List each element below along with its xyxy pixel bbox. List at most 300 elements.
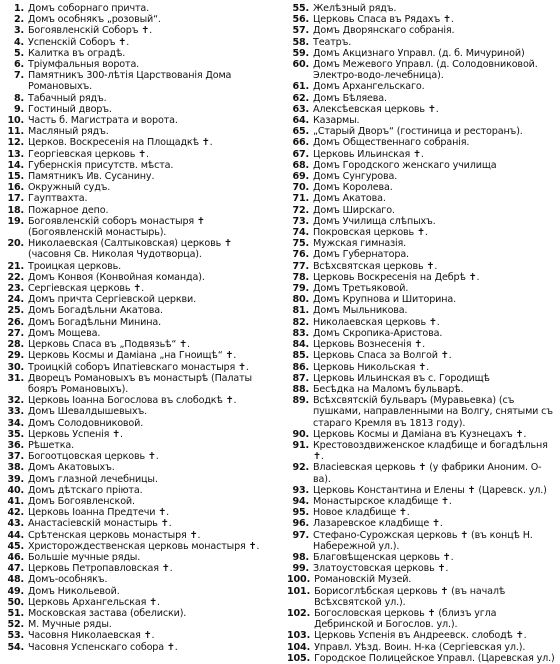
legend-entry <box>287 137 555 148</box>
legend-entry <box>287 395 555 429</box>
legend-entry-number: 89. <box>292 395 309 407</box>
legend-entry-text: Церковь Іоанна Богослова въ слободкѣ ✝. <box>28 395 237 407</box>
legend-entry-text: Церковь Вознесенія ✝. <box>313 339 426 351</box>
legend-entry <box>2 160 274 171</box>
legend-entry-number: 67. <box>292 148 309 160</box>
legend-entry-number: 41. <box>7 495 24 507</box>
legend-entry-text: Церковь Іоанна Предтечи ✝. <box>28 507 169 519</box>
legend-entry-number: 80. <box>292 294 309 306</box>
legend-entry-text: Троицкая церковь. <box>28 260 122 272</box>
legend-entry-text: Богословская церковь ✝ (близъ угла Дебринской и Богослов. ул.). <box>314 607 497 631</box>
legend-entry-number: 51. <box>7 607 24 619</box>
legend-entry <box>2 597 274 608</box>
legend-entry-number: 100. <box>287 574 311 586</box>
legend-entry-number: 38. <box>7 462 24 474</box>
legend-entry-text: Церковь Воскресенія на Дебрѣ ✝. <box>313 271 480 283</box>
legend-entry-text: Домъ Дворянскаго собранія. <box>313 25 455 37</box>
legend-entry-text: Домъ Акцизнаго Управл. (д. б. Мичуриной) <box>313 47 525 59</box>
legend-entry-text: Власіевская церковь ✝ (у фабрики Аноним. О-ва). <box>313 462 542 485</box>
legend-entry-text: Рѣшетка. <box>28 439 75 451</box>
legend-entry <box>287 238 555 249</box>
legend-entry <box>2 48 274 59</box>
legend-entry-text: Церковь Ильинская ✝. <box>313 148 424 160</box>
legend-entry-number: 105. <box>287 652 311 664</box>
legend-entry-number: 53. <box>7 630 24 642</box>
legend-entry-text: Домъ Королева. <box>313 182 393 194</box>
legend-entry-number: 54. <box>7 641 24 653</box>
legend-entry-text: Романовскій Музей. <box>314 574 412 586</box>
legend-entry-text: Губернскія присутств. мѣста. <box>28 159 174 171</box>
legend-entry-number: 6. <box>13 59 24 71</box>
legend-entry-number: 84. <box>292 339 309 351</box>
legend-entry <box>287 48 555 59</box>
legend-entry-text: Окружный судъ. <box>28 182 111 194</box>
legend-entry <box>287 171 555 182</box>
legend-entry-number: 58. <box>292 36 309 48</box>
legend-entry-text: Часть б. Магистрата и ворота. <box>28 115 178 127</box>
legend-entry-number: 78. <box>292 271 309 283</box>
legend-entry <box>2 317 274 328</box>
legend-entry-text: Мужская гимназія. <box>313 238 407 250</box>
legend-entry-number: 48. <box>7 574 24 586</box>
legend-entry <box>2 115 274 126</box>
legend-entry <box>287 362 555 373</box>
legend-entry <box>2 70 274 92</box>
legend-entry-number: 77. <box>292 260 309 272</box>
legend-entry-number: 66. <box>292 137 309 149</box>
legend-entry-number: 42. <box>7 507 24 519</box>
legend-entry-number: 64. <box>292 115 309 127</box>
legend-entry-text: Крестовоздвиженское кладбище и богадѣльня ✝. <box>313 439 548 463</box>
legend-entry-number: 5. <box>13 47 24 59</box>
legend-entry-text: Борисоглѣбская церковь ✝ (въ началѣ Всѣхсвятской ул.). <box>314 585 506 608</box>
legend-entry-number: 101. <box>287 585 311 597</box>
legend-right-column <box>287 3 555 664</box>
legend-entry <box>2 552 274 563</box>
legend-entry-number: 24. <box>7 294 24 306</box>
legend-entry-text: Благовѣщенская церковь ✝. <box>313 551 454 563</box>
legend-entry-text: Домъ Межевого Управл. (д. Солодовниковой. Электро-водо-лечебница). <box>313 59 538 82</box>
legend-entry-text: Церковь Спаса въ Рядахъ ✝. <box>313 14 454 26</box>
legend-entry-number: 9. <box>13 103 24 115</box>
legend-entry-number: 17. <box>7 193 24 205</box>
legend-entry <box>2 14 274 25</box>
legend-entry-number: 28. <box>7 339 24 351</box>
legend-entry <box>287 305 555 316</box>
legend-entry-number: 21. <box>7 260 24 272</box>
legend-entry <box>2 462 274 473</box>
legend-entry-number: 93. <box>292 484 309 496</box>
legend-entry-text: Церковь Успенія въ Андреевск. слободѣ ✝. <box>314 630 527 642</box>
legend-entry-number: 104. <box>287 641 311 653</box>
legend-entry <box>287 608 555 630</box>
legend-entry-number: 63. <box>292 103 309 115</box>
legend-entry-text: Домъ Ширскаго. <box>313 204 395 216</box>
legend-entry <box>287 530 555 552</box>
legend-entry <box>287 642 555 653</box>
legend-entry-text: Церковь Космы и Даміана въ Кузнецахъ ✝. <box>313 428 527 440</box>
legend-entry-text: Домъ Акатовыхъ. <box>28 462 115 474</box>
legend-entry-text: Златоустовская церковь ✝. <box>313 563 449 575</box>
legend-entry-number: 10. <box>7 115 24 127</box>
legend-entry-text: Домъ Шевалдышевыхъ. <box>28 406 148 418</box>
legend-entry-number: 49. <box>7 585 24 597</box>
legend-entry-text: Казармы. <box>313 115 360 127</box>
legend-entry-text: Успенскій Соборъ ✝. <box>28 36 130 48</box>
legend-entry-text: Николаевская (Салтыковская) церковь ✝ (часовня Св. Николая Чудотворца). <box>28 238 232 261</box>
legend-entry-text: Театръ. <box>313 36 352 48</box>
legend-entry <box>2 518 274 529</box>
legend-entry-number: 29. <box>7 350 24 362</box>
legend-entry-number: 83. <box>292 327 309 339</box>
legend-entry-number: 82. <box>292 316 309 328</box>
legend-entry-text: Домъ Третьяковой. <box>313 283 409 295</box>
legend-entry-text: Табачный рядъ. <box>28 92 107 104</box>
legend-entry-text: Московская застава (обелиски). <box>28 607 187 619</box>
legend-entry <box>287 518 555 529</box>
legend-entry-text: Стефано-Сурожская церковь ✝ (въ концѣ Н. Набережной ул.). <box>313 529 533 552</box>
legend-entry <box>287 93 555 104</box>
legend-entry <box>287 25 555 36</box>
legend-entry-number: 94. <box>292 495 309 507</box>
legend-entry-number: 73. <box>292 215 309 227</box>
legend-entry-number: 52. <box>7 619 24 631</box>
legend-entry <box>2 25 274 36</box>
legend-entry-text: Троицкій соборъ Ипатіевскаго монастыря ✝. <box>28 361 249 373</box>
legend-entry-text: Георгіевская церковь ✝. <box>28 148 149 160</box>
legend-entry-text: Домъ Сунгурова. <box>313 171 398 183</box>
legend-entry-number: 26. <box>7 316 24 328</box>
legend-entry-number: 31. <box>7 372 24 384</box>
legend-entry-text: Домъ Скропика-Аристова. <box>313 327 443 339</box>
legend-entry-text: Церковь Ильинская въ с. Городищѣ <box>313 372 490 384</box>
legend-entry <box>287 462 555 484</box>
legend-entry-text: Домъ-особнякъ. <box>28 574 108 586</box>
legend-entry <box>2 440 274 451</box>
legend-entry-text: Домъ Мыльникова. <box>313 305 408 317</box>
legend-entry <box>287 14 555 25</box>
legend-entry-number: 102. <box>287 607 311 619</box>
legend-entry-number: 8. <box>13 92 24 104</box>
legend-entry <box>287 149 555 160</box>
legend-entry-text: Лазаревское кладбище ✝. <box>313 518 443 530</box>
legend-entry-text: Церковь Успенія ✝. <box>28 428 123 440</box>
legend-entry-number: 86. <box>292 361 309 373</box>
legend-entry-number: 16. <box>7 182 24 194</box>
legend-entry-text: Богоотцовская церковь ✝. <box>28 451 159 463</box>
legend-entry-number: 19. <box>7 215 24 227</box>
legend-entry <box>2 182 274 193</box>
legend-entry <box>2 541 274 552</box>
legend-entry <box>287 653 555 664</box>
legend-entry <box>2 630 274 641</box>
legend-entry <box>287 485 555 496</box>
legend-entry <box>287 205 555 216</box>
legend-entry-text: Церковь Спаса въ „Подвязьѣ“ ✝. <box>28 339 190 351</box>
legend-entry <box>287 294 555 305</box>
legend-entry-number: 4. <box>13 36 24 48</box>
legend-entry-text: Домъ особнякъ „розовый“. <box>28 14 161 26</box>
legend-entry <box>2 642 274 653</box>
legend-entry-text: Церковь Никольская ✝. <box>313 361 430 373</box>
legend-entry <box>2 283 274 294</box>
legend-entry-text: Алексѣевская церковь ✝. <box>313 103 439 115</box>
legend-entry <box>2 3 274 14</box>
legend-entry <box>287 227 555 238</box>
legend-entry <box>2 619 274 630</box>
legend-entry-text: Домъ Архангельскаго. <box>313 81 425 93</box>
legend-entry-text: Монастырское кладбище ✝. <box>313 495 452 507</box>
legend-entry <box>2 373 274 395</box>
legend-entry <box>287 216 555 227</box>
legend-entry-number: 61. <box>292 81 309 93</box>
legend-entry <box>2 294 274 305</box>
legend-entry <box>287 586 555 608</box>
legend-entry <box>287 104 555 115</box>
legend-entry-text: Христорождественская церковь монастыря ✝. <box>28 540 260 552</box>
legend-entry <box>287 630 555 641</box>
legend-entry-text: Покровская церковь ✝. <box>313 227 428 239</box>
legend-entry-number: 3. <box>13 25 24 37</box>
legend-entry <box>2 350 274 361</box>
legend-entry <box>287 249 555 260</box>
legend-entry <box>287 59 555 81</box>
legend-entry <box>2 451 274 462</box>
legend-entry-text: Гауптвахта. <box>28 193 88 205</box>
legend-entry <box>287 37 555 48</box>
legend-entry-text: Всѣхсвятскій бульваръ (Муравьевка) (съ пушками, направленными на Волгу, снятыми съ стараго Кремля въ 1813 году). <box>313 395 553 429</box>
legend-entry-text: Домъ Городского женскаго училища <box>313 159 497 171</box>
legend-entry <box>2 59 274 70</box>
legend-entry-text: Домъ Богоявленской. <box>28 495 135 507</box>
legend-entry-number: 74. <box>292 227 309 239</box>
legend-entry <box>287 339 555 350</box>
legend-entry <box>287 507 555 518</box>
legend-entry-number: 88. <box>292 383 309 395</box>
legend-entry <box>287 81 555 92</box>
legend-entry <box>287 272 555 283</box>
legend-entry-number: 33. <box>7 406 24 418</box>
legend-entry-text: Памятникъ Ив. Сусанину. <box>28 171 155 183</box>
legend-entry <box>287 115 555 126</box>
legend-entry-number: 2. <box>13 14 24 26</box>
legend-entry-number: 81. <box>292 305 309 317</box>
legend-entry-text: Пожарное депо. <box>28 204 109 216</box>
legend-entry-number: 27. <box>7 327 24 339</box>
legend-entry-text: Городское Полицейское Управл. (Царевская ул.) <box>314 652 555 664</box>
legend-entry-text: „Старый Дворъ“ (гостиница и ресторанъ). <box>313 126 523 138</box>
legend-entry-text: Богоявленскій Соборъ ✝. <box>28 25 153 37</box>
legend-entry-number: 70. <box>292 182 309 194</box>
legend-entry <box>2 171 274 182</box>
legend-entry-number: 11. <box>7 126 24 138</box>
legend-entry <box>2 496 274 507</box>
legend-entry-number: 75. <box>292 238 309 250</box>
legend-entry <box>2 126 274 137</box>
legend-entry <box>2 104 274 115</box>
legend-entry-number: 68. <box>292 159 309 171</box>
legend-entry-number: 20. <box>7 238 24 250</box>
legend-entry-number: 65. <box>292 126 309 138</box>
legend-entry-number: 72. <box>292 204 309 216</box>
legend-entry-number: 14. <box>7 159 24 171</box>
legend-entry-number: 35. <box>7 428 24 440</box>
legend-entry-text: Домъ Бѣляева. <box>313 92 387 104</box>
legend-entry <box>287 283 555 294</box>
legend-entry <box>2 261 274 272</box>
legend-entry <box>287 193 555 204</box>
legend-entry-text: Домъ глазной лечебницы. <box>28 473 158 485</box>
legend-entry-text: Большіе мучные ряды. <box>28 551 141 563</box>
legend-entry <box>2 418 274 429</box>
legend-entry <box>287 126 555 137</box>
legend-entry <box>2 205 274 216</box>
legend-entry-text: Домъ Общественнаго собранія. <box>313 137 470 149</box>
legend-entry-text: Домъ причта Сергіевской церкви. <box>28 294 196 306</box>
legend-entry-number: 91. <box>292 439 309 451</box>
legend-entry-text: Масляный рядъ. <box>28 126 109 138</box>
legend-entry-number: 30. <box>7 361 24 373</box>
legend-entry-text: Тріумфальныя ворота. <box>28 59 140 71</box>
legend-entry-number: 36. <box>7 439 24 451</box>
legend-entry-number: 18. <box>7 204 24 216</box>
legend-entry-text: Памятникъ 300-лѣтія Царствованія Дома Романовыхъ. <box>28 70 232 93</box>
legend-entry <box>2 238 274 260</box>
legend-entry <box>287 384 555 395</box>
legend-entry-number: 45. <box>7 540 24 552</box>
legend-entry-text: Гостиный дворъ. <box>28 103 112 115</box>
legend-entry-text: М. Мучные ряды. <box>28 619 112 631</box>
legend-entry-number: 34. <box>7 417 24 429</box>
legend-entry-text: Николаевская церковь ✝. <box>313 316 440 328</box>
legend-entry-text: Домъ дѣтскаго пріюта. <box>28 484 143 496</box>
legend-entry-number: 25. <box>7 305 24 317</box>
legend-entry <box>2 272 274 283</box>
legend-entry <box>2 193 274 204</box>
legend-entry-text: Богоявленскій соборъ монастыря ✝ (Богоявленскій монастырь). <box>28 215 205 239</box>
legend-entry <box>2 339 274 350</box>
legend-entry <box>2 485 274 496</box>
legend-entry <box>287 496 555 507</box>
legend-entry <box>287 373 555 384</box>
legend-entry-text: Домъ Училища слѣпыхъ. <box>313 215 436 227</box>
legend-entry-text: Срѣтенская церковь монастыря ✝. <box>28 529 201 541</box>
legend-entry-number: 60. <box>292 59 309 71</box>
legend-entry-text: Часовня Успенскаго собора ✝. <box>28 641 178 653</box>
legend-entry <box>2 563 274 574</box>
legend-entry <box>2 574 274 585</box>
legend-entry <box>2 395 274 406</box>
legend-entry <box>2 216 274 238</box>
legend-entry-text: Церков. Воскресенія на Площадкѣ ✝. <box>28 137 213 149</box>
legend-entry-text: Калитка въ оградѣ. <box>28 47 126 59</box>
legend-entry <box>2 474 274 485</box>
legend-entry-text: Домъ Конвоя (Конвойная команда). <box>28 271 205 283</box>
legend-entry-text: Домъ Солодовниковой. <box>28 417 144 429</box>
legend-entry-number: 96. <box>292 518 309 530</box>
legend-entry <box>2 305 274 316</box>
legend-entry-text: Домъ Никольевой. <box>28 585 120 597</box>
legend-entry-number: 97. <box>292 529 309 541</box>
legend-entry-number: 62. <box>292 92 309 104</box>
legend-entry-number: 32. <box>7 395 24 407</box>
legend-entry-number: 99. <box>292 563 309 575</box>
legend-entry-number: 95. <box>292 507 309 519</box>
legend-entry-text: Дворецъ Романовыхъ въ монастырѣ (Палаты бояръ Романовыхъ). <box>28 372 252 395</box>
legend-entry-text: Домъ Губернатора. <box>313 249 409 261</box>
legend-entry-number: 22. <box>7 271 24 283</box>
legend-entry-number: 23. <box>7 283 24 295</box>
legend-entry-number: 57. <box>292 25 309 37</box>
legend-entry <box>2 608 274 619</box>
legend-entry-text: Бесѣдка на Маломъ бульварѣ. <box>313 383 464 395</box>
legend-entry-number: 55. <box>292 3 309 14</box>
legend-entry <box>287 328 555 339</box>
legend-entry <box>287 440 555 462</box>
legend-entry-text: Анастасіевскій монастырь ✝. <box>28 518 172 530</box>
legend-entry-number: 40. <box>7 484 24 496</box>
legend-entry <box>2 37 274 48</box>
legend-entry <box>287 182 555 193</box>
legend-entry-text: Церковь Петропавловская ✝. <box>28 563 173 575</box>
legend-entry-text: Управл. Уѣзд. Воин. Н-ка (Сергіевская ул.). <box>314 641 526 653</box>
legend-entry-number: 59. <box>292 47 309 59</box>
legend-entry <box>2 93 274 104</box>
legend-entry-text: Домъ Мощева. <box>28 327 101 339</box>
legend-entry-text: Всѣхсвятская церковь ✝. <box>313 260 438 272</box>
legend-entry <box>287 574 555 585</box>
legend-entry <box>2 586 274 597</box>
legend-entry-number: 12. <box>7 137 24 149</box>
legend-entry-text: Домъ Акатова. <box>313 193 386 205</box>
legend-entry-text: Домъ соборнаго причта. <box>28 3 150 14</box>
legend-entry-number: 56. <box>292 14 309 26</box>
legend-entry <box>287 160 555 171</box>
legend-entry-number: 79. <box>292 283 309 295</box>
legend-entry-text: Желѣзный рядъ. <box>313 3 397 14</box>
legend-entry <box>287 3 555 14</box>
legend-entry <box>2 429 274 440</box>
legend-entry <box>287 563 555 574</box>
legend-entry-number: 47. <box>7 563 24 575</box>
legend-entry-number: 92. <box>292 462 309 474</box>
legend-entry-number: 69. <box>292 171 309 183</box>
legend-entry-number: 76. <box>292 249 309 261</box>
legend-entry-number: 103. <box>287 630 311 642</box>
legend-entry-number: 43. <box>7 518 24 530</box>
legend-entry-text: Новое кладбище ✝. <box>313 507 410 519</box>
legend-entry-number: 1. <box>13 3 24 14</box>
legend-entry-number: 39. <box>7 473 24 485</box>
legend-entry-number: 71. <box>292 193 309 205</box>
legend-entry <box>287 552 555 563</box>
legend-entry-text: Часовня Николаевская ✝. <box>28 630 155 642</box>
legend-entry <box>287 350 555 361</box>
legend-entry-number: 13. <box>7 148 24 160</box>
legend-entry-number: 7. <box>13 70 24 82</box>
legend-entry <box>287 261 555 272</box>
legend-entry-number: 46. <box>7 551 24 563</box>
legend-entry-text: Сергіевская церковь ✝. <box>28 283 145 295</box>
legend-entry <box>2 149 274 160</box>
legend-entry-number: 98. <box>292 551 309 563</box>
legend-entry <box>287 429 555 440</box>
legend-entry <box>2 406 274 417</box>
legend-entry <box>2 137 274 148</box>
legend-entry-number: 85. <box>292 350 309 362</box>
legend-entry-number: 87. <box>292 372 309 384</box>
legend-entry <box>2 530 274 541</box>
